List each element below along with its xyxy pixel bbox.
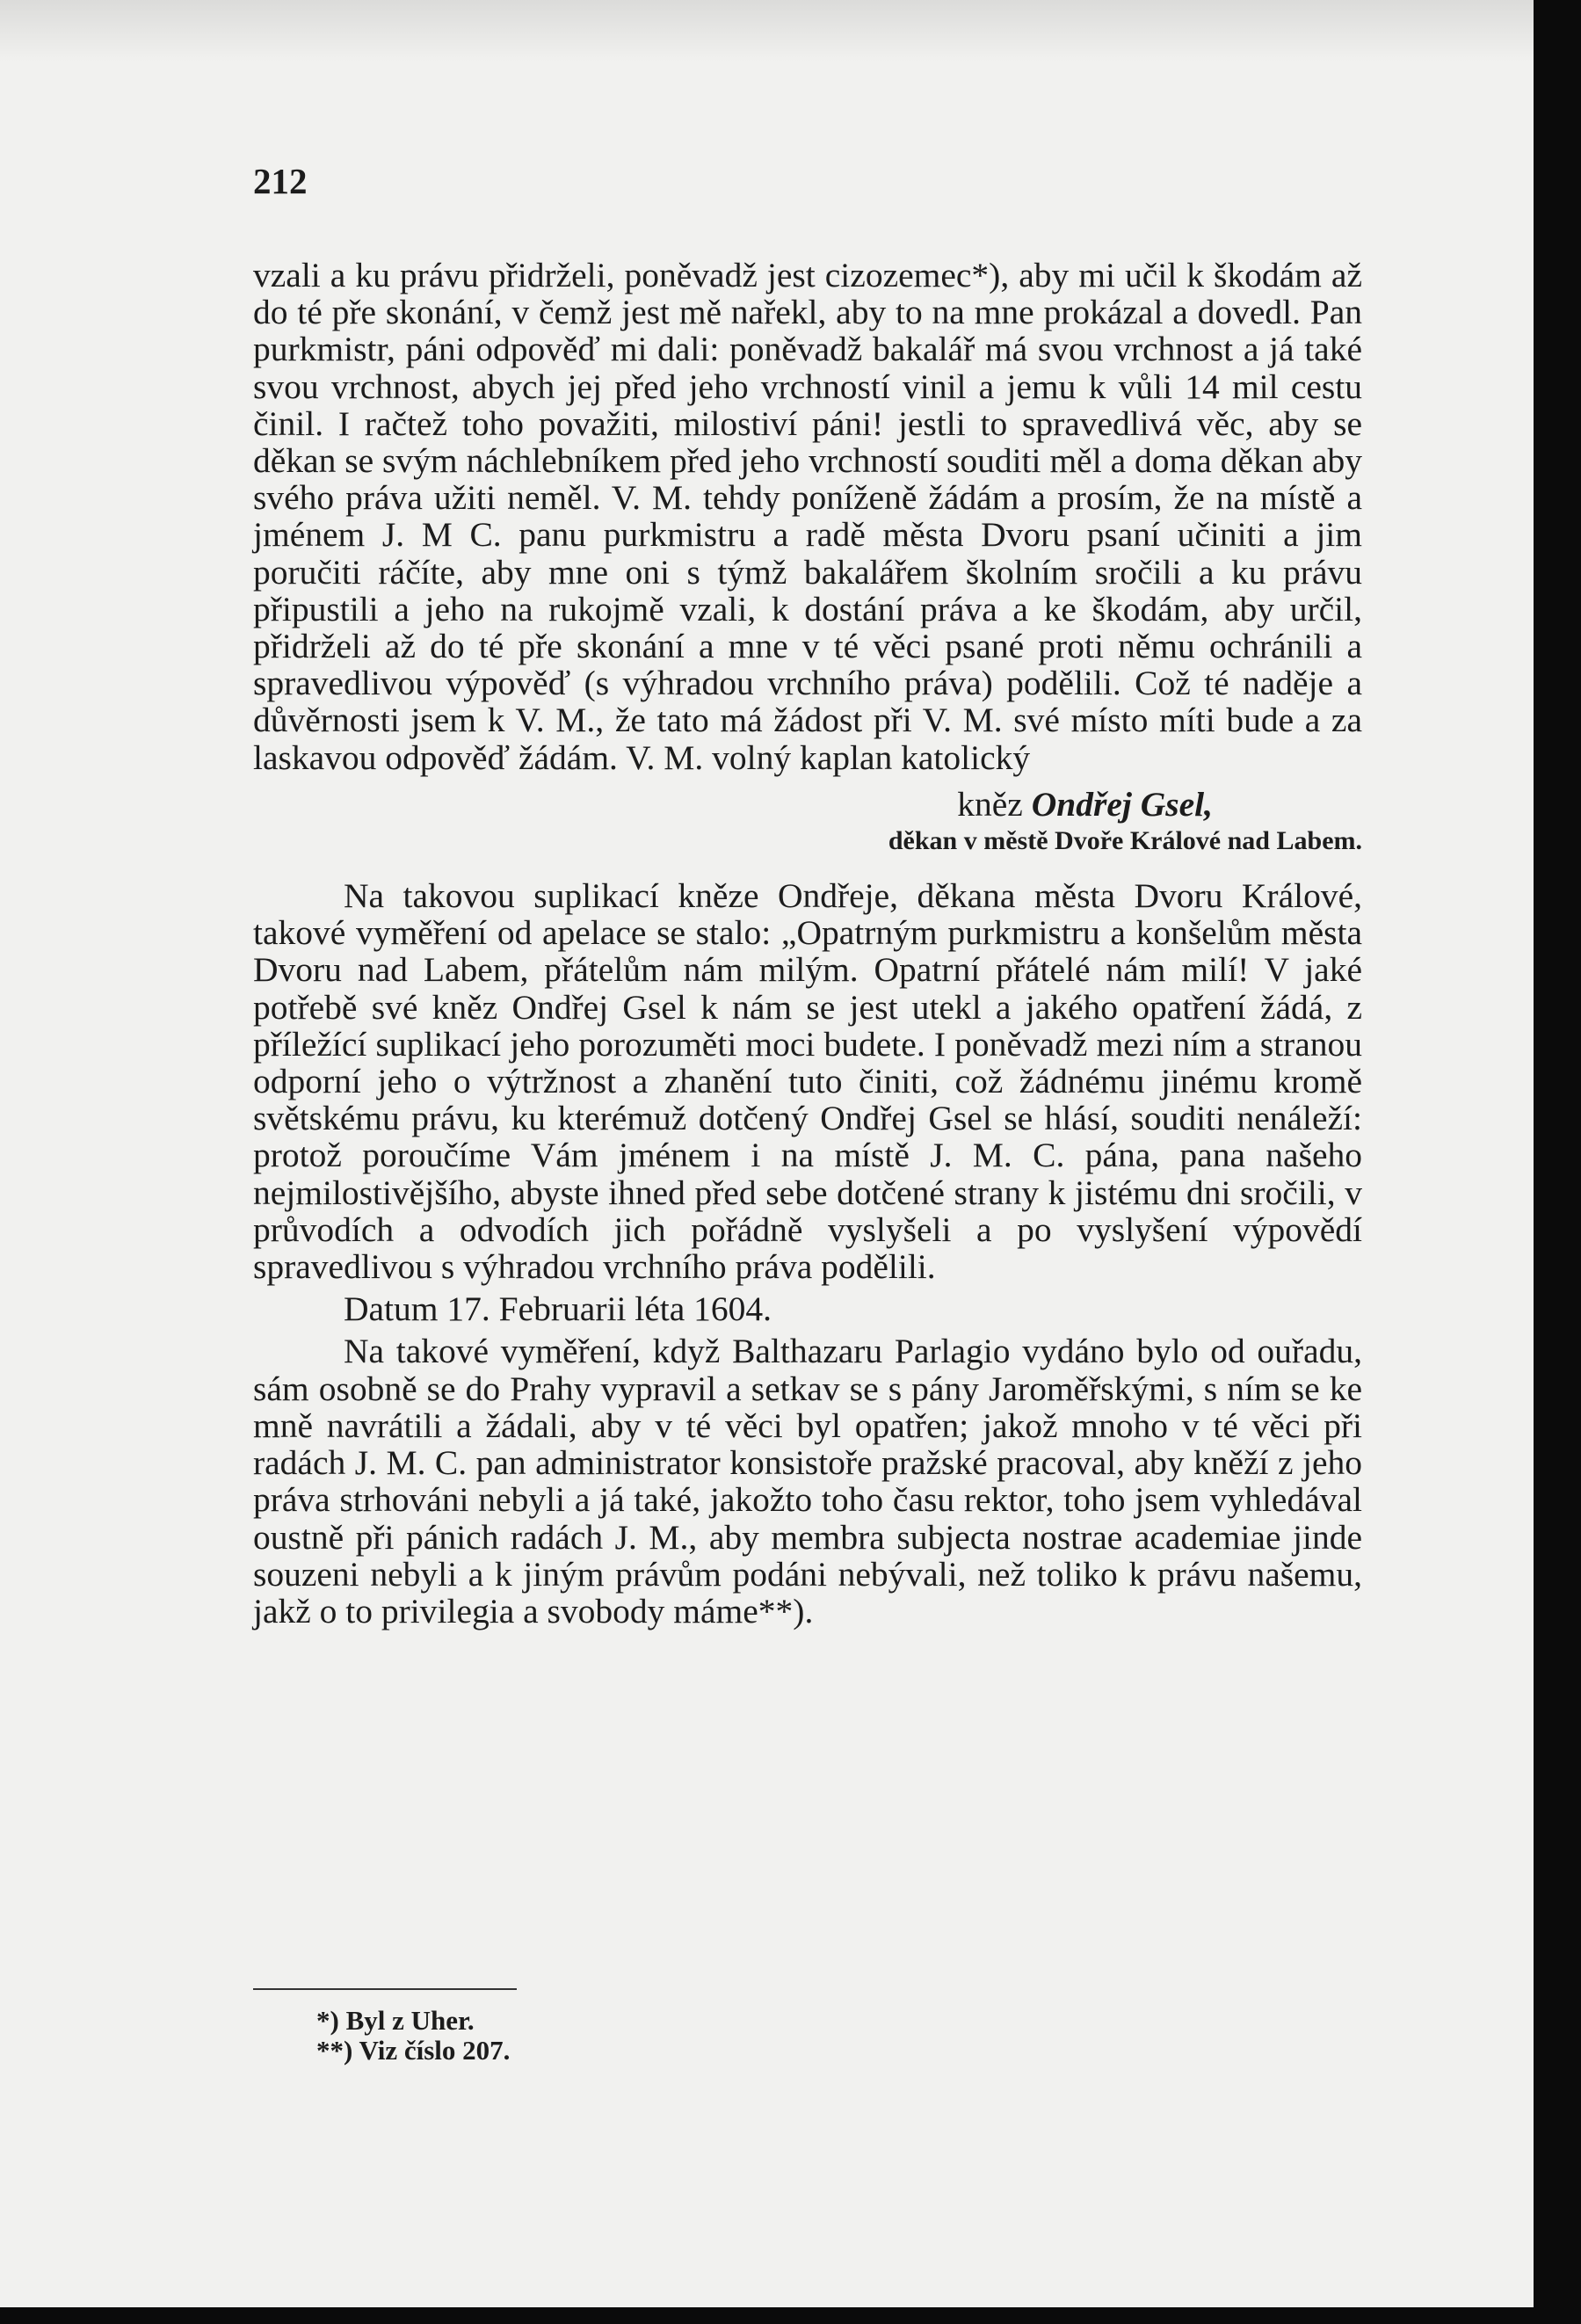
footnotes — [316, 2006, 510, 2066]
paragraph-appeal: Na takovou suplikací kněze Ondřeje, děkana města Dvoru Králové, takové vyměření od apelace se stalo: „Opatrným purkmistru a konšelům města Dvoru nad Labem, přátelům nám milým. Opatrní přátelé nám milí! V jaké potřebě své kněz Ondřej Gsel k nám se jest utekl a jakého opatření žádá, z příležící suplikací jeho porozuměti moci budete. I poněvadž mezi ním a stranou odporní jeho o výtržnost a zhanění tuto činiti, což žádnému jinému kromě světskému právu, ku kterémuž dotčený Ondřej Gsel se hlásí, souditi nenáleží: protož poroučíme Vám jménem i na místě J. M. C. pána, pana našeho nejmilostivějšího, abyste ihned před sebe dotčené strany k jistému dni sročili, v průvodích a odvodích jich pořádně vyslyšeli a po vyslyšení výpovědí spravedlivou s výhradou vrchního práva podělili. — [253, 876, 1362, 1287]
footnote-2: **) Viz číslo 207. — [316, 2035, 511, 2066]
footnote-divider — [253, 1988, 517, 1990]
body-text — [253, 257, 1362, 1630]
signature-name: Ondřej Gsel, — [1031, 784, 1213, 824]
paragraph-closing: Na takové vyměření, když Balthazaru Parlagio vydáno bylo od ouřadu, sám osobně se do Prahy vypravil a setkav se s pány Jaroměřskými, s ním se ke mně navrátili a žádali, aby v té věci byl opatřen; jakož mnoho v té věci při radách J. M. C. pan administrator konsistoře pražské pracoval, aby kněží z jeho práva strhováni nebyli a já také, jakožto toho času rektor, toho jsem vyhledával oustně při pánich radách J. M., aby membra subjecta nostrae academiae jinde souzeni nebyli a k jiným právům podáni nebývali, než toliko k právu našemu, jakž o to privilegia a svobody máme**). — [253, 1332, 1362, 1630]
paragraph-date: Datum 17. Februarii léta 1604. — [344, 1289, 772, 1329]
signature-line — [253, 786, 1362, 823]
footnote-1: *) Byl z Uher. — [316, 2005, 475, 2036]
signature-title: děkan v městě Dvoře Králové nad Labem. — [888, 826, 1362, 856]
signature-prefix: kněz — [957, 784, 1032, 824]
page-number: 212 — [253, 161, 308, 201]
paragraph-continuation: vzali a ku právu přidrželi, poněvadž jest cizozemec*), aby mi učil k škodám až do té pře skonání, v čemž jest mě nařekl, aby to na mne prokázal a dovedl. Pan purkmistr, páni odpověď mi dali: poněvadž bakalář má svou vrchnost a já také svou vrchnost, abych jej před jeho vrchností vinil a jemu k vůli 14 mil cestu činil. I račtež toho považiti, milostiví páni! jestli to spravedlivá věc, aby se děkan se svým náchlebníkem před jeho vrchností souditi měl a doma děkan aby svého práva užiti neměl. V. M. tehdy poníženě žádám a prosím, že na místě a jménem J. M C. panu purkmistru a radě města Dvoru psaní učiniti a jim poručiti ráčíte, aby mne oni s týmž bakalářem školním sročili a ku právu připustili a jeho na rukojmě vzali, k dostání práva a ke škodám, aby určil, přidrželi až do té pře skonání a mne v té věci psané proti němu ochránili a spravedlivou výpověď (s výhradou vrchního práva) podělili. Což té naděje a důvěrnosti jsem k V. M., že tato má žádost při V. M. své místo míti bude a za laskavou odpověď žádám. V. M. volný kaplan katolický — [253, 256, 1362, 777]
